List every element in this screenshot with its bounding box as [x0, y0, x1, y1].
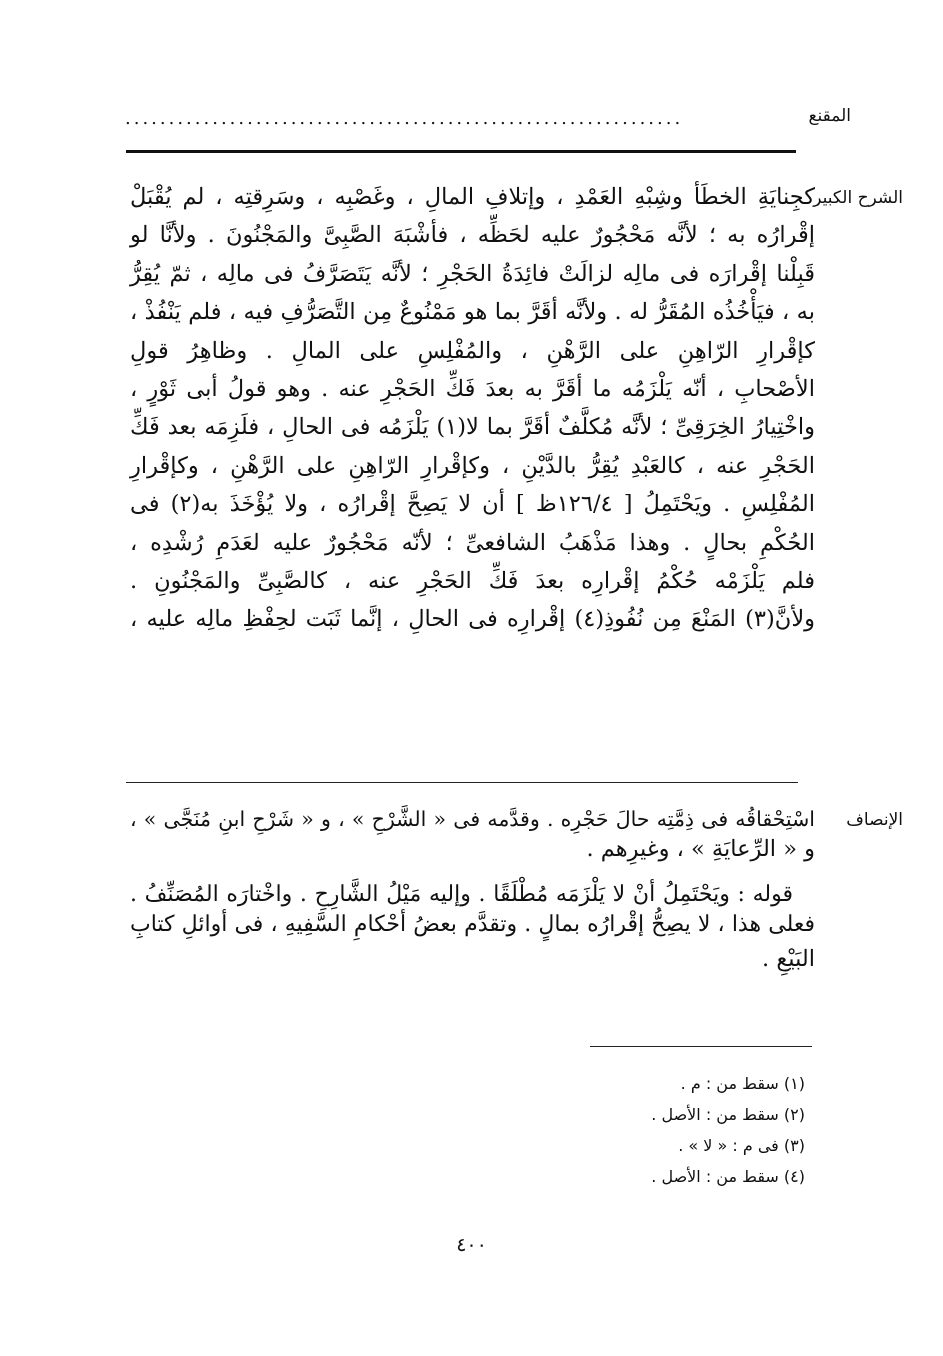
text-line: الحُكْمِ بحالٍ . وهذا مَذْهَبُ الشافعىِّ ؛ لأنّه مَحْجُورٌ عليه لعَدَمِ رُشْدِه ، — [130, 529, 815, 556]
footnote-rule — [590, 1046, 812, 1047]
text-line: إقْرارُه به ؛ لأنَّه مَحْجُورٌ عليه لحَظِّه ، فأشْبَهَ الصَّبِىَّ والمَجْنُونَ . ولأنَّا لو — [130, 222, 815, 249]
text-line: قوله : ويَحْتَمِلُ أنْ لا يَلْزَمَه مُطْلَقًا . وإليه مَيْلُ الشَّارِحِ . واخْتارَه المُصَنِّفُ . — [130, 882, 793, 907]
footnote: (٤) سقط من : الأصل . — [651, 1167, 805, 1186]
text-line: المُفْلِسِ . ويَحْتَمِلُ [ ١٢٦/٤ظ ] أن لا يَصِحَّ إقْرارُه ، ولا يُؤْخَذَ به(٢) فى — [130, 491, 815, 518]
sharh-section-label: الشرح الكبير — [813, 188, 903, 208]
insaf-body — [130, 804, 815, 978]
header-rule — [126, 150, 796, 153]
section-divider — [126, 782, 798, 783]
text-line: ولأنَّ(٣) المَنْعَ مِن نُفُوذِ(٤) إقْرارِه فى الحالِ ، إنَّما ثَبَت لحِفْظِ مالِه عليه ، — [130, 606, 816, 633]
text-line: واخْتِيارُ الخِرَقِىِّ ؛ لأنَّه مُكلَّفٌ أقَرَّ بما لا(١) يَلْزَمُه فى الحالِ ، فلَزِمَه بعد فَكِّ — [130, 414, 815, 441]
footnote: (١) سقط من : م . — [680, 1074, 805, 1093]
book-title: المقنع — [808, 106, 851, 126]
footnote: (٣) فى م : « لا » . — [678, 1136, 805, 1155]
insaf-section-label: الإنصاف — [846, 810, 903, 830]
text-line: اسْتِحْقاقُه فى ذِمَّتِه حالَ حَجْرِه . وقدَّمه فى « الشَّرْحِ » ، و « شَرْحِ ابنِ مُنَجَّى » ، — [130, 807, 815, 831]
text-line: و « الرِّعايَةِ » ، وغيرِهم . — [586, 836, 815, 862]
paragraph-gap — [130, 864, 815, 880]
text-line: البَيْعِ . — [762, 946, 815, 972]
text-line: فعلى هذا ، لا يصِحُّ إقْرارُه بمالٍ . وتقدَّم بعضُ أحْكامِ السَّفِيهِ ، فى أوائلِ كتابِ — [130, 912, 815, 937]
text-line: به ، فيَأْخُذُه المُقَرُّ له . ولأنَّه أقَرَّ بما هو مَمْنُوعٌ مِن التَّصَرُّفِ فيه ، فلم يَنْفُذْ ، — [130, 299, 815, 326]
text-line: فلم يَلْزَمْه حُكْمُ إقْرارِه بعدَ فَكِّ الحَجْرِ عنه ، كالصَّبِىِّ والمَجْنُونِ . — [130, 567, 815, 594]
text-line: كإقْرارِ الرّاهِنِ على الرَّهْنِ ، والمُفْلِسِ على المالِ . وظاهِرُ قولِ — [130, 337, 815, 364]
header-dotted-leader: ................................................................ — [125, 112, 684, 126]
footnotes — [405, 1068, 805, 1192]
footnote: (٢) سقط من : الأصل . — [651, 1105, 805, 1124]
sharh-body — [130, 178, 815, 639]
text-line: الحَجْرِ عنه ، كالعَبْدِ يُقِرُّ بالدَّيْنِ ، وكإقْرارِ الرّاهِنِ على الرَّهْنِ ، وكإقْرارِ — [130, 452, 815, 479]
text-line: قَبِلْنا إقْرارَه فى مالِه لزالَتْ فائِدَةُ الحَجْرِ ؛ لأنَّه يَتَصَرَّفُ فى مالِه ، ثمّ يُقِرُّ — [130, 260, 815, 287]
text-line: الأصْحابِ ، أنّه يَلْزَمُه ما أقَرَّ به بعدَ فَكِّ الحَجْرِ عنه . وهو قولُ أبى ثَوْرٍ ، — [130, 375, 815, 402]
page-number: ٤٠٠ — [456, 1234, 487, 1256]
text-line: كجِنايَةِ الخطَأ وشِبْهِ العَمْدِ ، وإتلافِ المالِ ، وغَصْبِه ، وسَرِقتِه ، لم يُقْبَلْ — [130, 184, 815, 210]
